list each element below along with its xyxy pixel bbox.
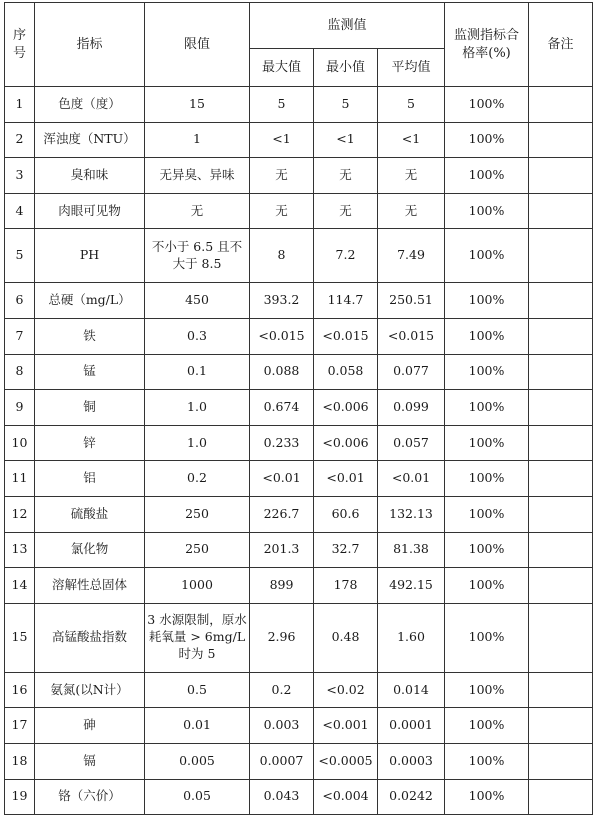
row-remark — [529, 193, 593, 229]
row-avg: 0.014 — [378, 672, 445, 708]
row-min: 7.2 — [314, 229, 378, 283]
row-remark — [529, 603, 593, 672]
row-limit: 无异臭、异味 — [145, 158, 250, 194]
row-indicator: 浑浊度（NTU） — [35, 122, 145, 158]
table-row — [5, 193, 593, 229]
row-rate: 100% — [445, 158, 529, 194]
row-remark — [529, 318, 593, 354]
row-rate: 100% — [445, 532, 529, 568]
row-max: 0.003 — [250, 708, 314, 744]
row-rate: 100% — [445, 425, 529, 461]
table-row — [5, 122, 593, 158]
row-indicator: 臭和味 — [35, 158, 145, 194]
table-row — [5, 779, 593, 815]
row-limit: 0.005 — [145, 743, 250, 779]
row-rate: 100% — [445, 603, 529, 672]
row-no: 5 — [5, 229, 35, 283]
row-indicator: 肉眼可见物 — [35, 193, 145, 229]
row-rate: 100% — [445, 496, 529, 532]
row-limit: 0.5 — [145, 672, 250, 708]
table-row — [5, 283, 593, 319]
water-quality-table — [4, 2, 593, 815]
row-indicator: 铁 — [35, 318, 145, 354]
row-min: 5 — [314, 87, 378, 123]
row-no: 8 — [5, 354, 35, 390]
header-pass-rate: 监测指标合格率(%) — [445, 3, 529, 87]
row-max: 无 — [250, 158, 314, 194]
row-rate: 100% — [445, 193, 529, 229]
row-max: 201.3 — [250, 532, 314, 568]
row-remark — [529, 743, 593, 779]
row-min: 无 — [314, 193, 378, 229]
row-avg: 无 — [378, 158, 445, 194]
row-avg: 无 — [378, 193, 445, 229]
row-min: <0.006 — [314, 390, 378, 426]
row-max: 226.7 — [250, 496, 314, 532]
row-remark — [529, 87, 593, 123]
row-no: 14 — [5, 568, 35, 604]
row-avg: 0.077 — [378, 354, 445, 390]
row-no: 12 — [5, 496, 35, 532]
row-indicator: 砷 — [35, 708, 145, 744]
row-limit: 3 水源限制，原水耗氧量 > 6mg/L 时为 5 — [145, 603, 250, 672]
table-row — [5, 568, 593, 604]
row-no: 6 — [5, 283, 35, 319]
row-indicator: 总硬（mg/L） — [35, 283, 145, 319]
row-rate: 100% — [445, 461, 529, 497]
row-limit: 0.05 — [145, 779, 250, 815]
row-indicator: 锌 — [35, 425, 145, 461]
row-remark — [529, 708, 593, 744]
row-max: 0.043 — [250, 779, 314, 815]
row-rate: 100% — [445, 568, 529, 604]
row-avg: 0.0242 — [378, 779, 445, 815]
row-min: 114.7 — [314, 283, 378, 319]
row-max: <1 — [250, 122, 314, 158]
row-max: <0.01 — [250, 461, 314, 497]
row-no: 1 — [5, 87, 35, 123]
row-remark — [529, 779, 593, 815]
row-min: 0.058 — [314, 354, 378, 390]
row-min: 无 — [314, 158, 378, 194]
row-no: 9 — [5, 390, 35, 426]
header-avg: 平均值 — [378, 49, 445, 87]
table-row — [5, 743, 593, 779]
row-max: 0.233 — [250, 425, 314, 461]
row-min: <0.02 — [314, 672, 378, 708]
row-indicator: 氯化物 — [35, 532, 145, 568]
table-row — [5, 532, 593, 568]
row-min: <0.015 — [314, 318, 378, 354]
row-limit: 250 — [145, 496, 250, 532]
table-row — [5, 461, 593, 497]
row-min: <1 — [314, 122, 378, 158]
row-indicator: 溶解性总固体 — [35, 568, 145, 604]
row-max: 5 — [250, 87, 314, 123]
table-row — [5, 354, 593, 390]
row-max: 899 — [250, 568, 314, 604]
row-avg: 1.60 — [378, 603, 445, 672]
row-no: 11 — [5, 461, 35, 497]
row-no: 3 — [5, 158, 35, 194]
row-avg: 81.38 — [378, 532, 445, 568]
header-indicator: 指标 — [35, 3, 145, 87]
row-remark — [529, 461, 593, 497]
table-row — [5, 708, 593, 744]
row-limit: 450 — [145, 283, 250, 319]
row-limit: 0.1 — [145, 354, 250, 390]
row-limit: 1 — [145, 122, 250, 158]
row-rate: 100% — [445, 283, 529, 319]
row-no: 15 — [5, 603, 35, 672]
row-limit: 15 — [145, 87, 250, 123]
row-avg: 250.51 — [378, 283, 445, 319]
row-min: <0.004 — [314, 779, 378, 815]
table-row — [5, 318, 593, 354]
row-rate: 100% — [445, 672, 529, 708]
row-indicator: PH — [35, 229, 145, 283]
row-no: 19 — [5, 779, 35, 815]
row-rate: 100% — [445, 743, 529, 779]
row-min: 32.7 — [314, 532, 378, 568]
header-remark: 备注 — [529, 3, 593, 87]
row-avg: 7.49 — [378, 229, 445, 283]
row-indicator: 铬（六价） — [35, 779, 145, 815]
row-limit: 1000 — [145, 568, 250, 604]
row-min: 178 — [314, 568, 378, 604]
row-avg: 492.15 — [378, 568, 445, 604]
row-limit: 0.01 — [145, 708, 250, 744]
table-row — [5, 87, 593, 123]
row-remark — [529, 158, 593, 194]
row-no: 4 — [5, 193, 35, 229]
header-max: 最大值 — [250, 49, 314, 87]
row-no: 7 — [5, 318, 35, 354]
row-remark — [529, 283, 593, 319]
row-limit: 不小于 6.5 且不大于 8.5 — [145, 229, 250, 283]
row-max: 8 — [250, 229, 314, 283]
header-monitor: 监测值 — [250, 3, 445, 49]
row-no: 10 — [5, 425, 35, 461]
row-rate: 100% — [445, 708, 529, 744]
row-min: <0.01 — [314, 461, 378, 497]
row-avg: 0.057 — [378, 425, 445, 461]
row-rate: 100% — [445, 318, 529, 354]
row-avg: <1 — [378, 122, 445, 158]
row-indicator: 高锰酸盐指数 — [35, 603, 145, 672]
row-no: 2 — [5, 122, 35, 158]
row-limit: 1.0 — [145, 390, 250, 426]
row-indicator: 色度（度） — [35, 87, 145, 123]
row-min: 60.6 — [314, 496, 378, 532]
row-limit: 0.3 — [145, 318, 250, 354]
table-row — [5, 672, 593, 708]
row-avg: 0.0001 — [378, 708, 445, 744]
row-remark — [529, 229, 593, 283]
row-limit: 无 — [145, 193, 250, 229]
row-no: 17 — [5, 708, 35, 744]
row-avg: 132.13 — [378, 496, 445, 532]
table-row — [5, 229, 593, 283]
table-row — [5, 390, 593, 426]
row-remark — [529, 354, 593, 390]
row-no: 16 — [5, 672, 35, 708]
table-row — [5, 158, 593, 194]
row-avg: <0.015 — [378, 318, 445, 354]
row-limit: 1.0 — [145, 425, 250, 461]
row-no: 13 — [5, 532, 35, 568]
row-max: <0.015 — [250, 318, 314, 354]
row-rate: 100% — [445, 390, 529, 426]
row-min: 0.48 — [314, 603, 378, 672]
header-min: 最小值 — [314, 49, 378, 87]
row-min: <0.006 — [314, 425, 378, 461]
row-max: 0.088 — [250, 354, 314, 390]
row-max: 0.2 — [250, 672, 314, 708]
row-max: 无 — [250, 193, 314, 229]
row-indicator: 铝 — [35, 461, 145, 497]
row-min: <0.0005 — [314, 743, 378, 779]
row-avg: <0.01 — [378, 461, 445, 497]
row-avg: 0.099 — [378, 390, 445, 426]
row-remark — [529, 672, 593, 708]
row-remark — [529, 568, 593, 604]
row-indicator: 镉 — [35, 743, 145, 779]
table-body — [5, 87, 593, 815]
header-no: 序号 — [5, 3, 35, 87]
row-min: <0.001 — [314, 708, 378, 744]
table-row — [5, 496, 593, 532]
row-max: 393.2 — [250, 283, 314, 319]
row-max: 2.96 — [250, 603, 314, 672]
row-max: 0.0007 — [250, 743, 314, 779]
row-indicator: 锰 — [35, 354, 145, 390]
row-avg: 5 — [378, 87, 445, 123]
row-remark — [529, 496, 593, 532]
row-no: 18 — [5, 743, 35, 779]
row-remark — [529, 390, 593, 426]
row-avg: 0.0003 — [378, 743, 445, 779]
row-indicator: 氨氮(以N计） — [35, 672, 145, 708]
row-rate: 100% — [445, 87, 529, 123]
row-max: 0.674 — [250, 390, 314, 426]
table-row — [5, 425, 593, 461]
row-rate: 100% — [445, 122, 529, 158]
row-limit: 0.2 — [145, 461, 250, 497]
table-row — [5, 603, 593, 672]
row-rate: 100% — [445, 354, 529, 390]
row-remark — [529, 122, 593, 158]
row-remark — [529, 425, 593, 461]
row-limit: 250 — [145, 532, 250, 568]
row-indicator: 铜 — [35, 390, 145, 426]
row-rate: 100% — [445, 229, 529, 283]
row-rate: 100% — [445, 779, 529, 815]
row-indicator: 硫酸盐 — [35, 496, 145, 532]
row-remark — [529, 532, 593, 568]
header-limit: 限值 — [145, 3, 250, 87]
